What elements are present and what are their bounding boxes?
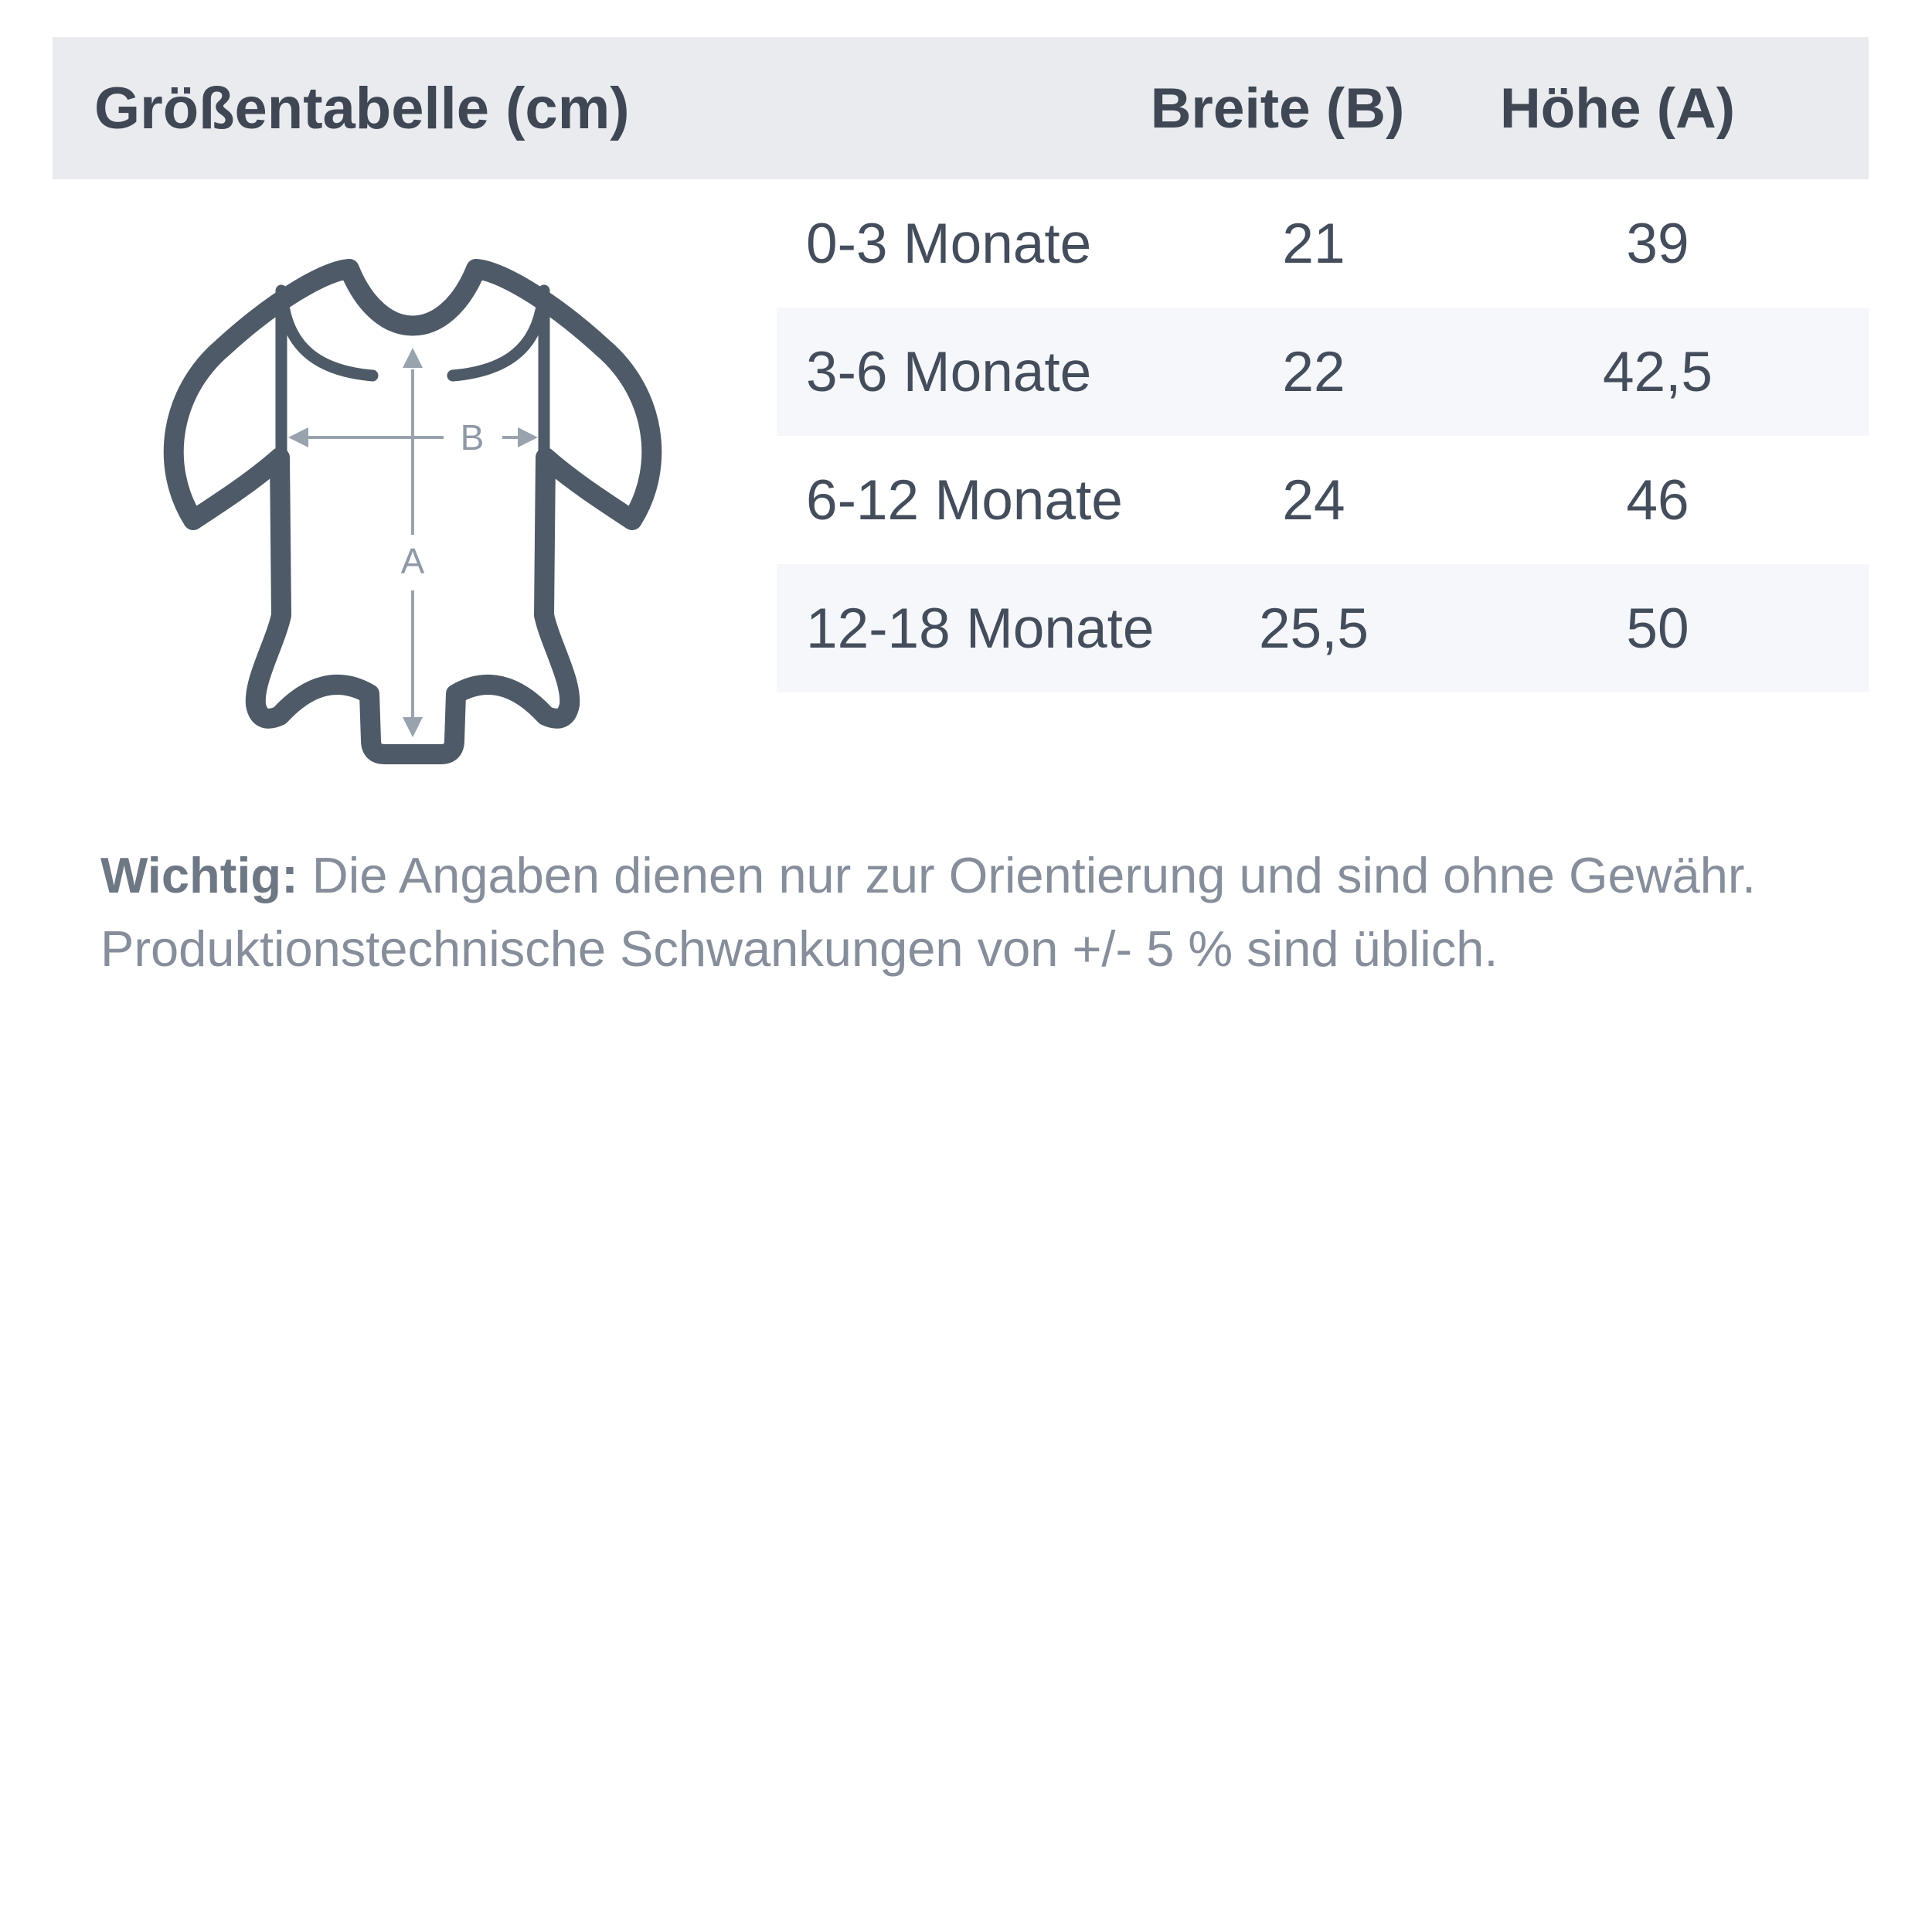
row-width-value: 25,5 (1258, 597, 1369, 660)
disclaimer-line1: Die Angaben dienen nur zur Orientierung und sind ohne Gewähr. (298, 847, 1757, 903)
row-width-value: 24 (1282, 468, 1345, 532)
bodysuit-neck-fold-right (453, 301, 543, 376)
row-size-label: 3-6 Monate (806, 340, 1092, 403)
column-header-height: Höhe (A) (1499, 77, 1736, 140)
size-table-rows (777, 179, 1869, 764)
arrow-up-head (403, 348, 423, 368)
table-row (777, 564, 1869, 692)
disclaimer-bold-label: Wichtig: (100, 847, 298, 903)
table-row (777, 436, 1869, 564)
arrow-down-head (403, 717, 423, 737)
table-row (777, 179, 1869, 308)
disclaimer-line2: Produktionstechnische Schwankungen von +/- 5 % sind üblich. (100, 920, 1498, 977)
row-height-value: 42,5 (1602, 340, 1713, 403)
row-width-value: 22 (1282, 340, 1345, 403)
row-width-value: 21 (1282, 212, 1345, 275)
bodysuit-neck-fold-left (283, 301, 372, 376)
row-height-value: 46 (1626, 468, 1689, 532)
arrow-left-head (288, 427, 308, 447)
size-chart (53, 37, 1869, 764)
disclaimer-note (100, 838, 1893, 985)
measurement-label-b: B (460, 417, 485, 457)
size-chart-body (53, 179, 1869, 764)
row-height-value: 39 (1626, 212, 1689, 275)
row-size-label: 0-3 Monate (806, 212, 1092, 275)
row-height-value: 50 (1626, 597, 1689, 660)
baby-bodysuit-icon (150, 253, 675, 764)
height-arrow-a (401, 348, 425, 737)
arrow-right-head (518, 427, 538, 447)
row-size-label: 6-12 Monate (806, 468, 1123, 532)
size-chart-title: Größentabelle (cm) (94, 75, 630, 141)
bodysuit-figure (53, 179, 777, 764)
table-row (777, 308, 1869, 436)
column-header-width: Breite (B) (1150, 77, 1405, 140)
row-size-label: 12-18 Monate (806, 597, 1155, 660)
size-chart-header (53, 37, 1869, 179)
measurement-label-a: A (400, 541, 425, 581)
